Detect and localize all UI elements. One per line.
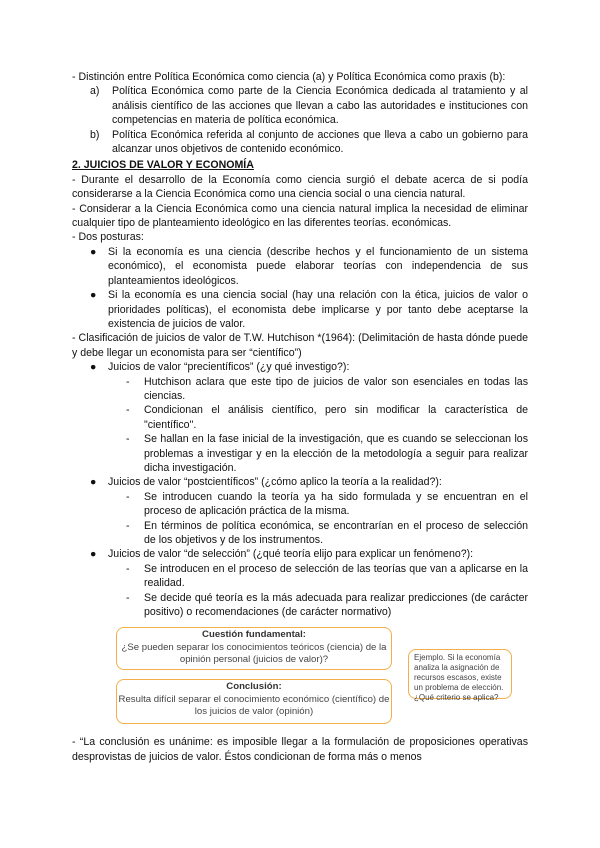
list-text: Se hallan en la fase inicial de la investigación, que es cuando se seleccionan los problemas a investigar y en la elección de la metodología a seguir para realizar dicha investigación. [144,433,528,474]
conclusion-text: Resulta difícil separar el conocimiento económico (científico) de los juicios de valor (opinión) [118,693,390,718]
list-label: b) [90,128,100,141]
sub-list-item [126,490,528,519]
document-page [72,70,528,764]
list-item-a [90,84,528,127]
bullet-icon: ● [90,245,97,258]
list-item [88,288,528,331]
conclusion-title: Conclusión: [226,681,282,693]
sub-list-item [126,403,528,432]
intro-text: - Distinción entre Política Económica como ciencia (a) y Política Económica como praxis (b): [72,71,506,83]
dash-icon: - [126,375,130,388]
paragraph: - Dos posturas: [72,231,144,244]
list-text: Juicios de valor “postcientíficos” (¿cómo aplico la teoría a la realidad?): [108,476,442,489]
bullet-icon: ● [90,289,97,302]
paragraph: - Considerar a la Ciencia Económica como una ciencia natural implica la necesidad de eliminar cualquier tipo de planteamiento ideológico en las diferentes teorías. económicas. [72,202,528,230]
list-text: Se decide qué teoría es la más adecuada para realizar predicciones (de carácter positivo) o recomendaciones (de carácter normativo) [144,591,528,619]
list-text: Si la economía es una ciencia (describe hechos y el funcionamiento de un sistema económico), el economista puede elaborar teorías con independencia de sus planteamientos ideológicos. [108,245,528,287]
dash-icon: - [126,562,130,575]
dash-icon: - [126,490,130,503]
paragraph: - Clasificación de juicios de valor de T.W. Hutchison *(1964): (Delimitación de hasta dónde puede y debe llegar un economista para ser “científico”) [72,332,528,359]
list-text: Se introducen cuando la teoría ya ha sido formulada y se encuentran en el proceso de aplicación práctica de la misma. [144,490,528,518]
list-text: Se introducen en el proceso de selección de las teorías que van a aplicarse en la realidad. [144,562,528,590]
example-box: Ejemplo. Si la economía analiza la asignación de recursos escasos, existe un problema de elección. ¿Qué criterio se aplica? [408,649,512,699]
list-text: Juicios de valor “de selección” (¿qué teoría elijo para explicar un fenómeno?): [108,548,474,561]
list-item [88,547,528,561]
sub-list-item [126,432,528,475]
dash-icon: - [126,404,130,417]
list-item [88,475,528,489]
sub-list-item [126,375,528,404]
list-text: En términos de política económica, se encontrarían en el proceso de selección de los objetivos y de los instrumentos. [144,519,528,546]
sub-list-item [126,591,528,620]
list-text: Condicionan el análisis científico, pero sin modificar la característica de "científico". [144,404,528,431]
sub-list-item [126,519,528,548]
list-item-b [90,128,528,157]
question-box [116,627,392,670]
list-item [88,245,528,288]
dash-icon: - [126,433,130,446]
question-text: ¿Se pueden separar los conocimientos teóricos (ciencia) de la opinión personal (juicios de valor)? [121,641,387,666]
question-title: Cuestión fundamental: [202,629,306,641]
dash-icon: - [126,591,130,604]
paragraph: - Durante el desarrollo de la Economía como ciencia surgió el debate acerca de si podía considerarse a la Ciencia Económica como una ciencia social o una ciencia natural. [72,173,528,201]
list-text: Juicios de valor “precientíficos” (¿y qué investigo?): [108,361,350,374]
list-text: Política Económica referida al conjunto de acciones que lleva a cabo un gobierno para alcanzar unos objetivos de contenido económico. [112,128,528,156]
list-text: Hutchison aclara que este tipo de juicios de valor son esenciales en todas las ciencias. [144,375,528,402]
list-text: Si la economía es una ciencia social (hay una relación con la ética, juicios de valor o prioridades políticas), el economista debe implicarse y por tanto debe aceptarse la existencia de juicios de valor. [108,289,528,330]
section-heading: 2. JUICIOS DE VALOR Y ECONOMÍA [72,159,254,172]
list-text: Política Económica como parte de la Ciencia Económica dedicada al tratamiento y al análisis científico de las acciones que llevan a cabo las autoridades e instituciones con competencias en materia de política económica. [112,85,528,127]
list-label: a) [90,85,100,98]
sub-list-item [126,562,528,591]
dash-icon: - [126,519,130,532]
conclusion-box [116,679,392,724]
bullet-icon: ● [90,548,97,561]
list-item [88,360,528,374]
bullet-icon: ● [90,476,97,489]
closing-paragraph: - “La conclusión es unánime: es imposible llegar a la formulación de proposiciones operativas desprovistas de juicios de valor. Éstos condicionan de forma más o menos [72,736,528,763]
concept-diagram [72,627,528,725]
bullet-icon: ● [90,361,97,374]
